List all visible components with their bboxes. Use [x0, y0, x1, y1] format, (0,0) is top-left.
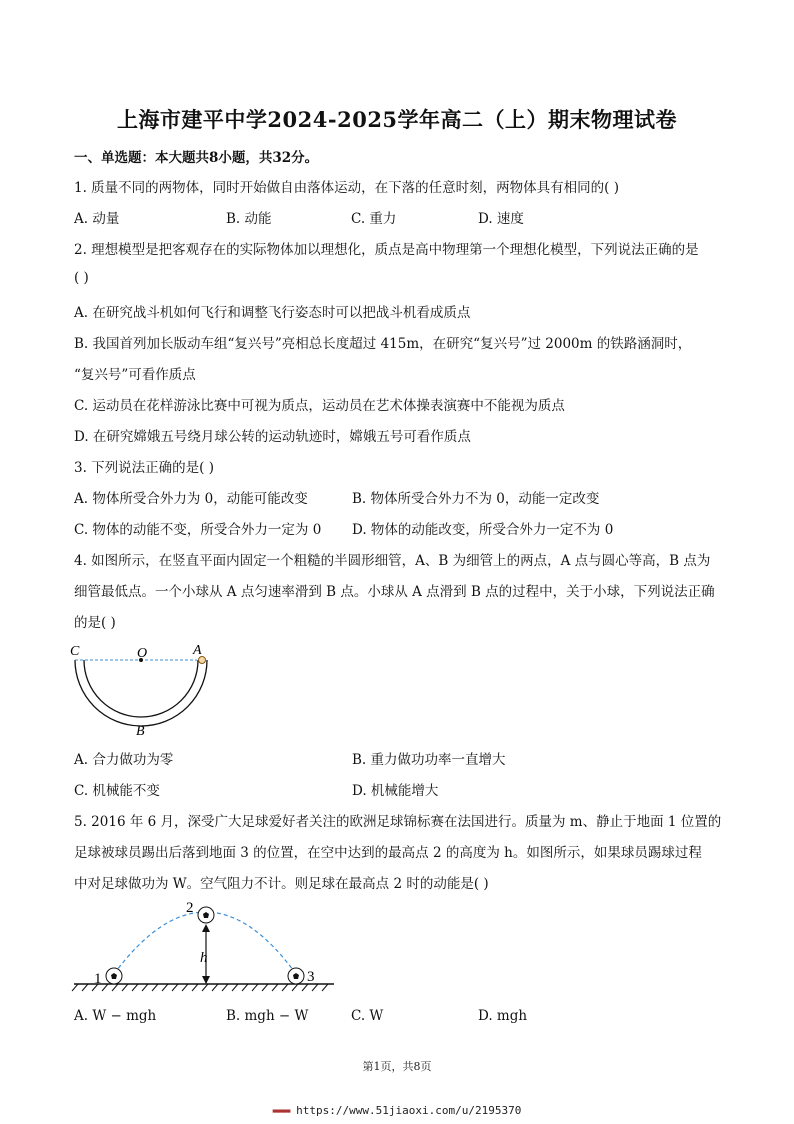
label-position-3: 3	[307, 969, 315, 985]
question-1-stem: 1. 质量不同的两物体，同时开始做自由落体运动，在下落的任意时刻，两物体具有相同的( )	[74, 180, 619, 196]
football-position-3	[288, 968, 304, 984]
q4-option-c: C. 机械能不变	[74, 783, 160, 799]
q1-option-c: C. 重力	[351, 211, 397, 227]
label-c: C	[70, 644, 80, 659]
q4-option-a: A. 合力做功为零	[74, 752, 174, 768]
label-height-h: h	[200, 950, 208, 966]
source-url-bar	[0, 1104, 794, 1117]
football-trajectory-diagram	[70, 896, 340, 996]
football-position-1	[106, 968, 122, 984]
height-arrow-down-icon	[202, 976, 210, 984]
semicircle-tube-diagram	[66, 640, 216, 740]
question-2-stem-cont: ( )	[74, 270, 89, 286]
label-position-1: 1	[94, 971, 102, 987]
question-5-stem-cont: 足球被球员踢出后落到地面 3 的位置，在空中达到的最高点 2 的高度为 h。如图所示，如果球员踢球过程	[74, 845, 702, 861]
section-heading: 一、单选题：本大题共8小题，共32分。	[74, 150, 319, 166]
question-4-stem-end: 的是( )	[74, 615, 116, 631]
q3-option-d: D. 物体的动能改变，所受合外力一定不为 0	[352, 522, 614, 538]
q3-option-b: B. 物体所受合外力不为 0，动能一定改变	[352, 491, 600, 507]
question-5-stem-end: 中对足球做功为 W。空气阻力不计。则足球在最高点 2 时的动能是( )	[74, 876, 489, 892]
height-arrow-up-icon	[202, 924, 210, 932]
q3-option-c: C. 物体的动能不变，所受合外力一定为 0	[74, 522, 322, 538]
q5-option-d: D. mgh	[478, 1008, 528, 1024]
q4-option-d: D. 机械能增大	[352, 783, 439, 799]
question-5-stem: 5. 2016 年 6 月，深受广大足球爱好者关注的欧洲足球锦标赛在法国进行。质量为 m、静止于地面 1 位置的	[74, 814, 722, 830]
watermark-mark: ▬▬▬	[272, 1104, 290, 1117]
q5-option-b: B. mgh − W	[226, 1008, 309, 1024]
q2-option-d: D. 在研究嫦娥五号绕月球公转的运动轨迹时，嫦娥五号可看作质点	[74, 429, 471, 445]
question-2-stem: 2. 理想模型是把客观存在的实际物体加以理想化，质点是高中物理第一个理想化模型，下列说法正确的是	[74, 242, 699, 258]
question-3-stem: 3. 下列说法正确的是( )	[74, 460, 214, 476]
q1-option-d: D. 速度	[478, 211, 524, 227]
label-position-2: 2	[186, 900, 194, 916]
page-title: 上海市建平中学2024-2025学年高二（上）期末物理试卷	[116, 107, 678, 132]
question-4-stem-cont: 细管最低点。一个小球从 A 点匀速率滑到 B 点。小球从 A 点滑到 B 点的过程中，关于小球，下列说法正确	[74, 584, 715, 600]
q2-option-a: A. 在研究战斗机如何飞行和调整飞行姿态时可以把战斗机看成质点	[74, 305, 471, 321]
tube-inner-wall	[84, 660, 198, 717]
page-number-footer: 第1页，共8页	[362, 1060, 432, 1073]
q1-option-b: B. 动能	[226, 211, 272, 227]
q2-option-b-cont: “复兴号”可看作质点	[74, 367, 196, 383]
q5-option-c: C. W	[351, 1008, 384, 1024]
label-o: O	[137, 646, 148, 661]
q5-option-a: A. W − mgh	[74, 1008, 157, 1024]
ground-hatching	[72, 984, 328, 991]
label-b: B	[136, 724, 145, 739]
football-position-2	[198, 907, 214, 923]
q2-option-b: B. 我国首列加长版动车组“复兴号”亮相总长度超过 415m，在研究“复兴号”过 2000m 的铁路涵洞时，	[74, 336, 692, 352]
q2-option-c: C. 运动员在花样游泳比赛中可视为质点，运动员在艺术体操表演赛中不能视为质点	[74, 398, 565, 414]
label-a: A	[193, 643, 202, 658]
q1-option-a: A. 动量	[74, 211, 120, 227]
question-4-stem: 4. 如图所示，在竖直平面内固定一个粗糙的半圆形细管，A、B 为细管上的两点，A 点与圆心等高，B 点为	[74, 553, 711, 569]
q4-option-b: B. 重力做功功率一直增大	[352, 752, 506, 768]
q3-option-a: A. 物体所受合外力为 0，动能可能改变	[74, 491, 308, 507]
source-url-link[interactable]: https://www.51jiaoxi.com/u/2195370	[296, 1104, 522, 1117]
